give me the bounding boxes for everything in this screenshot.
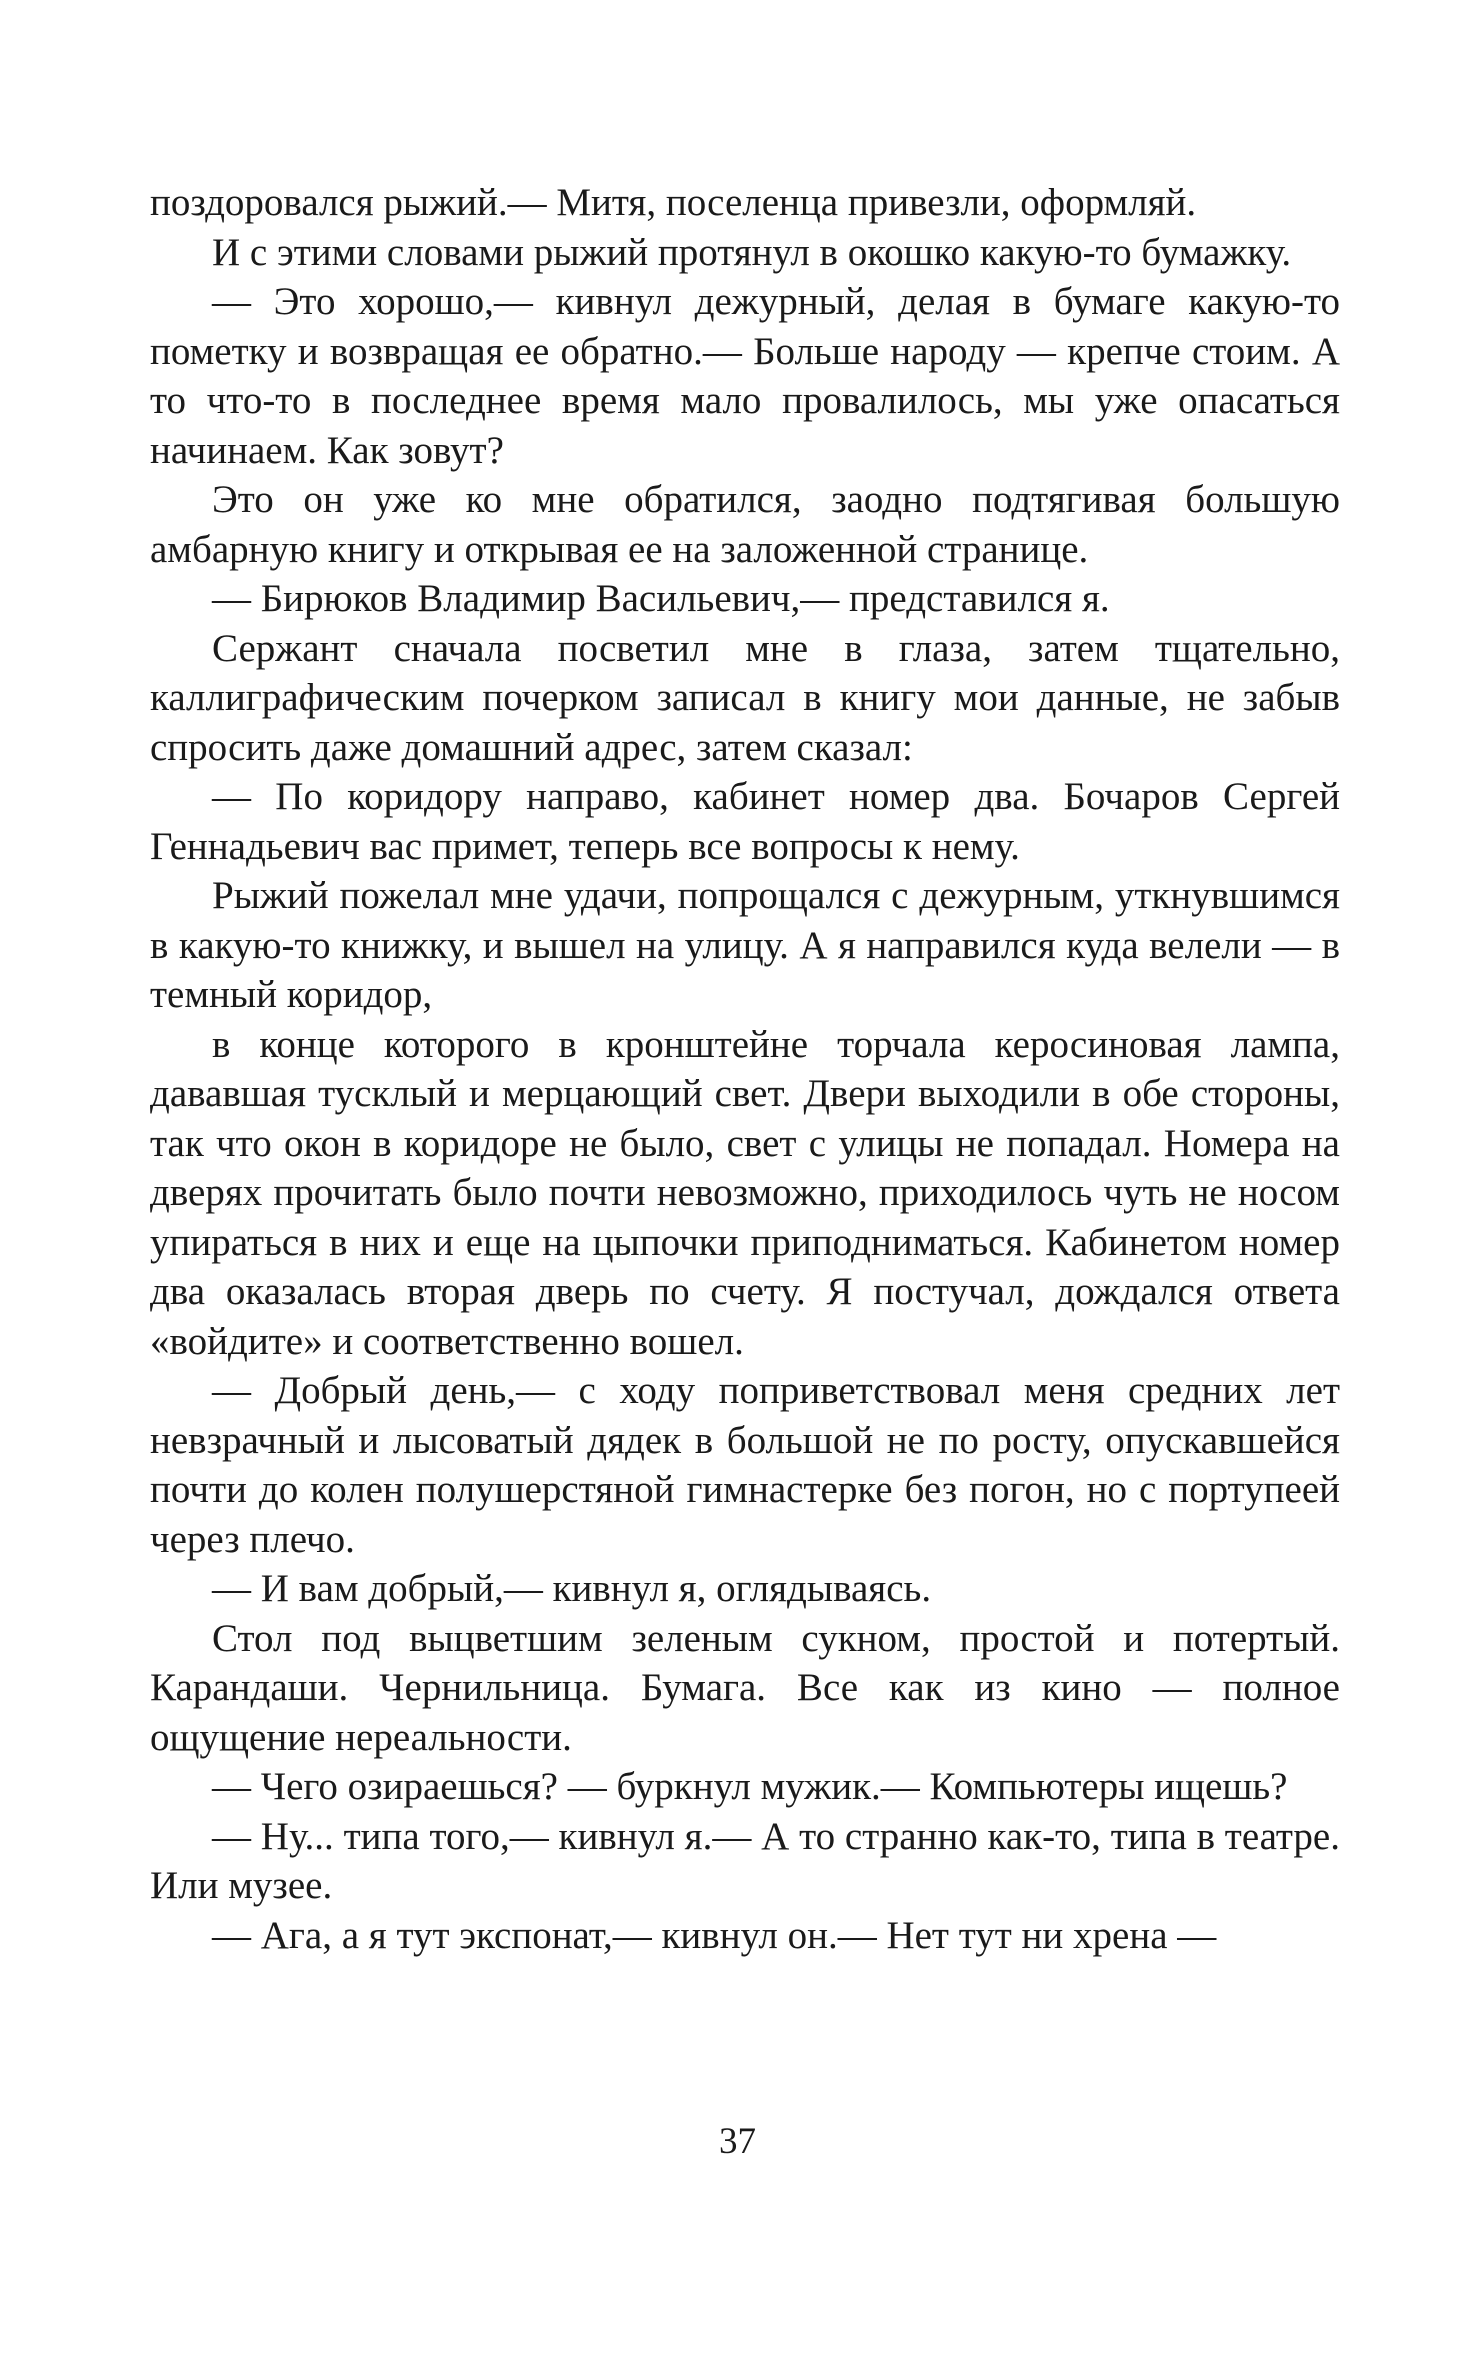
paragraph-7: — По коридору направо, кабинет номер два. Бочаров Сергей Геннадьевич вас примет, теперь все вопросы к нему.	[150, 775, 1340, 868]
paragraph-4: Это он уже ко мне обратился, заодно подтягивая большую амбарную книгу и открывая ее на заложенной странице.	[150, 478, 1340, 571]
paragraph-5: — Бирюков Владимир Васильевич,— представился я.	[212, 577, 1110, 620]
page-body	[150, 178, 1340, 1960]
paragraph-8: Рыжий пожелал мне удачи, попрощался с дежурным, уткнувшимся в какую-то книжку, и вышел на улицу. А я направился куда велели — в темный коридор,	[150, 874, 1340, 1016]
paragraph-13: — Чего озираешься? — буркнул мужик.— Компьютеры ищешь?	[212, 1765, 1288, 1808]
paragraph-11: — И вам добрый,— кивнул я, оглядываясь.	[212, 1567, 932, 1610]
paragraph-3: — Это хорошо,— кивнул дежурный, делая в бумаге какую-то пометку и возвращая ее обратно.— Больше народу — крепче стоим. А то что-то в последнее время мало провалилось, мы уже опасаться начинаем. Как зовут?	[150, 280, 1340, 472]
paragraph-9: в конце которого в кронштейне торчала керосиновая лампа, дававшая тусклый и мерцающий свет. Двери выходили в обе стороны, так что окон в коридоре не было, свет с улицы не попадал. Номера на дверях прочитать было почти невозможно, приходилось чуть не носом упираться в них и еще на цыпочки приподниматься. Кабинетом номер два оказалась вторая дверь по счету. Я постучал, дождался ответа «войдите» и соответственно вошел.	[150, 1022, 1340, 1363]
paragraph-10: — Добрый день,— с ходу поприветствовал меня средних лет невзрачный и лысоватый дядек в большой не по росту, опускавшейся почти до колен полушерстяной гимнастерке без погон, но с портупеей через плечо.	[150, 1369, 1340, 1561]
paragraph-1: поздоровался рыжий.— Митя, поселенца привезли, оформляй.	[150, 181, 1197, 224]
paragraph-2: И с этими словами рыжий протянул в окошко какую-то бумажку.	[212, 230, 1292, 274]
paragraph-12: Стол под выцветшим зеленым сукном, простой и потертый. Карандаши. Чернильница. Бумага. Все как из кино — полное ощущение нереальности.	[150, 1616, 1340, 1759]
paragraph-14: — Ну... типа того,— кивнул я.— А то странно как-то, типа в театре. Или музее.	[150, 1814, 1340, 1907]
paragraph-15: — Ага, а я тут экспонат,— кивнул он.— Нет тут ни хрена —	[212, 1913, 1217, 1957]
paragraph-6: Сержант сначала посветил мне в глаза, затем тщательно, каллиграфическим почерком записал в книгу мои данные, не забыв спросить даже домашний адрес, затем сказал:	[150, 626, 1340, 769]
page-number: 37	[719, 2121, 756, 2162]
